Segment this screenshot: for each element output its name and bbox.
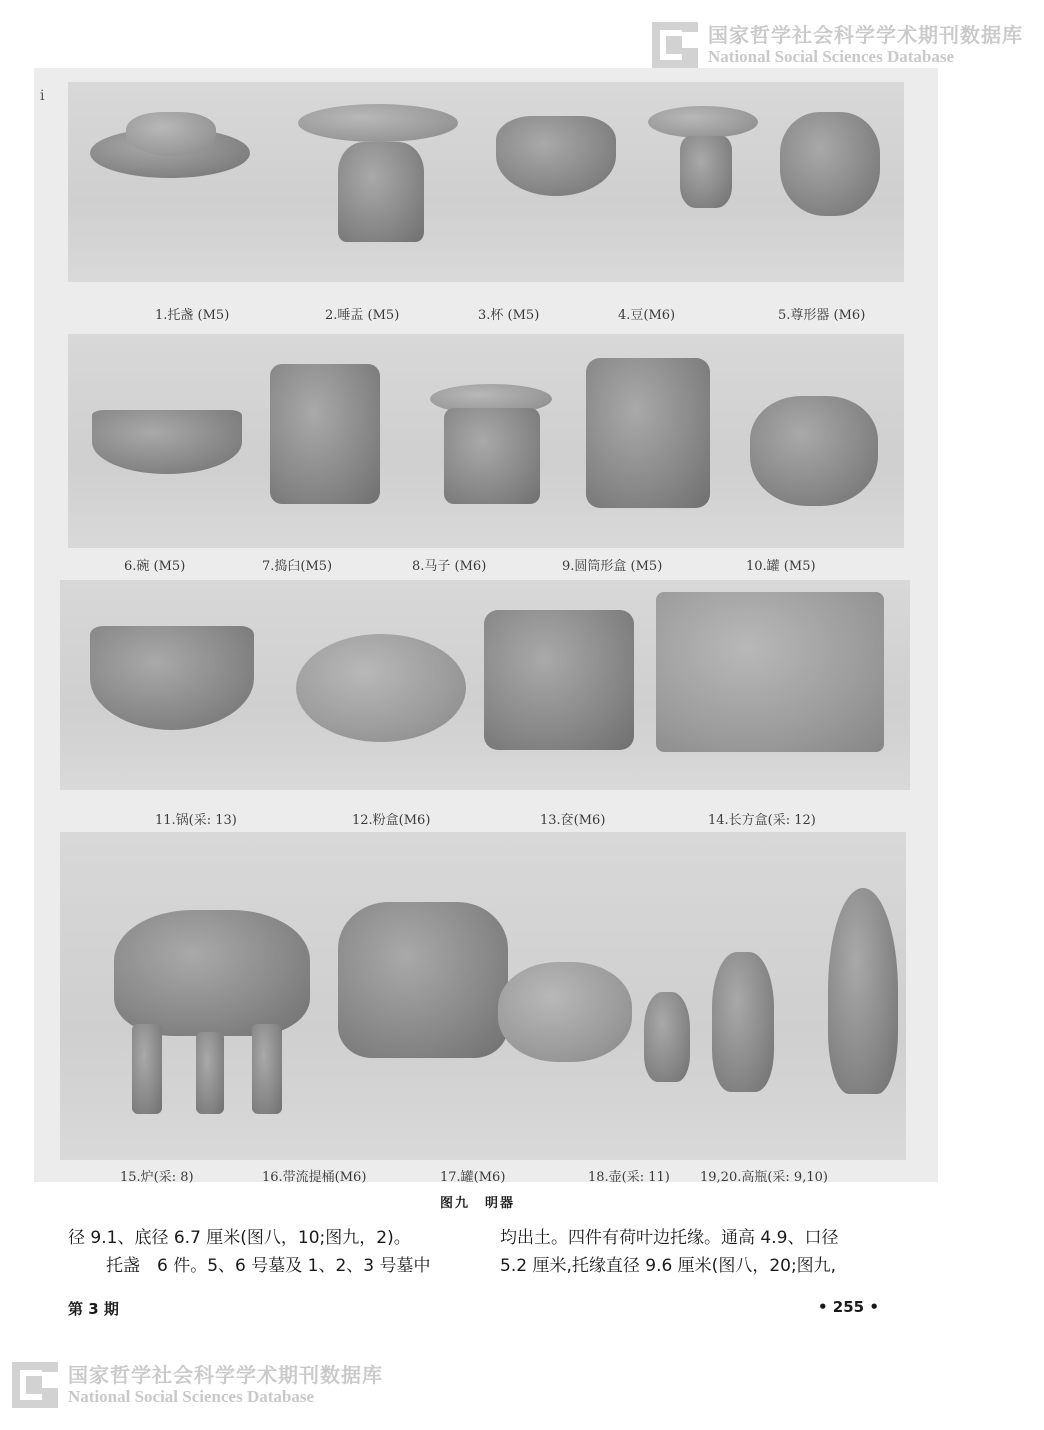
caption-17: 17.罐(M6) bbox=[440, 1170, 506, 1185]
photo-tongliutitong bbox=[338, 902, 508, 1058]
body-text-right-2: 5.2 厘米,托缘直径 9.6 厘米(图八，20;图九, bbox=[500, 1256, 837, 1276]
photo-mazi bbox=[444, 408, 540, 504]
photo-lu-leg-mid bbox=[196, 1032, 224, 1114]
photo-lu bbox=[114, 910, 310, 1036]
watermark-top bbox=[652, 22, 1023, 68]
body-text-right-1: 均出土。四件有荷叶边托缘。通高 4.9、口径 bbox=[500, 1228, 839, 1248]
photo-wan bbox=[92, 410, 242, 474]
watermark-cn: 国家哲学社会科学学术期刊数据库 bbox=[68, 1363, 383, 1387]
photo-guo bbox=[90, 626, 254, 730]
photo-tuozhan-cup bbox=[126, 112, 216, 156]
watermark-en: National Social Sciences Database bbox=[708, 47, 955, 66]
caption-13: 13.奁(M6) bbox=[540, 813, 606, 828]
photo-guan-m6 bbox=[498, 962, 632, 1062]
photo-lu-leg-right bbox=[252, 1024, 282, 1114]
plate-mark: i bbox=[40, 88, 45, 104]
caption-15: 15.炉(采: 8) bbox=[120, 1170, 194, 1185]
photo-fenhe bbox=[296, 634, 466, 742]
watermark-bottom bbox=[12, 1362, 383, 1408]
photo-changfanghe bbox=[656, 592, 884, 752]
watermark-en: National Social Sciences Database bbox=[68, 1387, 315, 1406]
photo-gaoping-20 bbox=[828, 888, 898, 1094]
caption-11: 11.锅(采: 13) bbox=[155, 813, 237, 828]
photo-zunxingqi bbox=[780, 112, 880, 216]
database-logo-icon bbox=[652, 22, 698, 68]
photo-panel-row1 bbox=[68, 82, 904, 282]
photo-lian bbox=[484, 610, 634, 750]
photo-daojiu bbox=[270, 364, 380, 504]
photo-bei bbox=[496, 116, 616, 196]
caption-19-20: 19,20.高瓶(采: 9,10) bbox=[700, 1170, 828, 1185]
photo-yuantongxinghe bbox=[586, 358, 710, 508]
photo-gaoping-19 bbox=[712, 952, 774, 1092]
caption-9: 9.圆筒形盒 (M5) bbox=[562, 559, 663, 574]
page-number: • 255 • bbox=[818, 1298, 879, 1316]
photo-panel-row2 bbox=[68, 334, 904, 548]
photo-tuoyu-stand bbox=[338, 142, 424, 242]
caption-6: 6.碗 (M5) bbox=[124, 559, 186, 574]
caption-16: 16.带流提桶(M6) bbox=[262, 1170, 367, 1185]
photo-dou-dish bbox=[648, 106, 758, 138]
figure-title: 图九 明器 bbox=[440, 1196, 516, 1211]
caption-4: 4.豆(M6) bbox=[618, 308, 676, 323]
body-text-left-2: 托盏 6 件。5、6 号墓及 1、2、3 号墓中 bbox=[106, 1256, 431, 1276]
issue-number: 第 3 期 bbox=[68, 1300, 119, 1318]
caption-12: 12.粉盒(M6) bbox=[352, 813, 431, 828]
photo-lu-leg-left bbox=[132, 1024, 162, 1114]
photo-panel-row4 bbox=[60, 832, 906, 1160]
caption-2: 2.唾盂 (M5) bbox=[325, 308, 400, 323]
caption-1: 1.托盏 (M5) bbox=[155, 308, 230, 323]
watermark-cn: 国家哲学社会科学学术期刊数据库 bbox=[708, 23, 1023, 47]
photo-guan bbox=[750, 396, 878, 506]
caption-5: 5.尊形器 (M6) bbox=[778, 308, 866, 323]
database-logo-icon bbox=[12, 1362, 58, 1408]
photo-dou-stem bbox=[680, 136, 732, 208]
photo-tuoyu-dish bbox=[298, 104, 458, 142]
caption-14: 14.长方盒(采: 12) bbox=[708, 813, 816, 828]
caption-7: 7.捣臼(M5) bbox=[262, 559, 333, 574]
photo-hu bbox=[644, 992, 690, 1082]
body-text-left-1: 径 9.1、底径 6.7 厘米(图八，10;图九，2)。 bbox=[68, 1228, 411, 1248]
caption-8: 8.马子 (M6) bbox=[412, 559, 487, 574]
caption-3: 3.杯 (M5) bbox=[478, 308, 540, 323]
photo-panel-row3 bbox=[60, 580, 910, 790]
caption-10: 10.罐 (M5) bbox=[746, 559, 816, 574]
caption-18: 18.壶(采: 11) bbox=[588, 1170, 670, 1185]
